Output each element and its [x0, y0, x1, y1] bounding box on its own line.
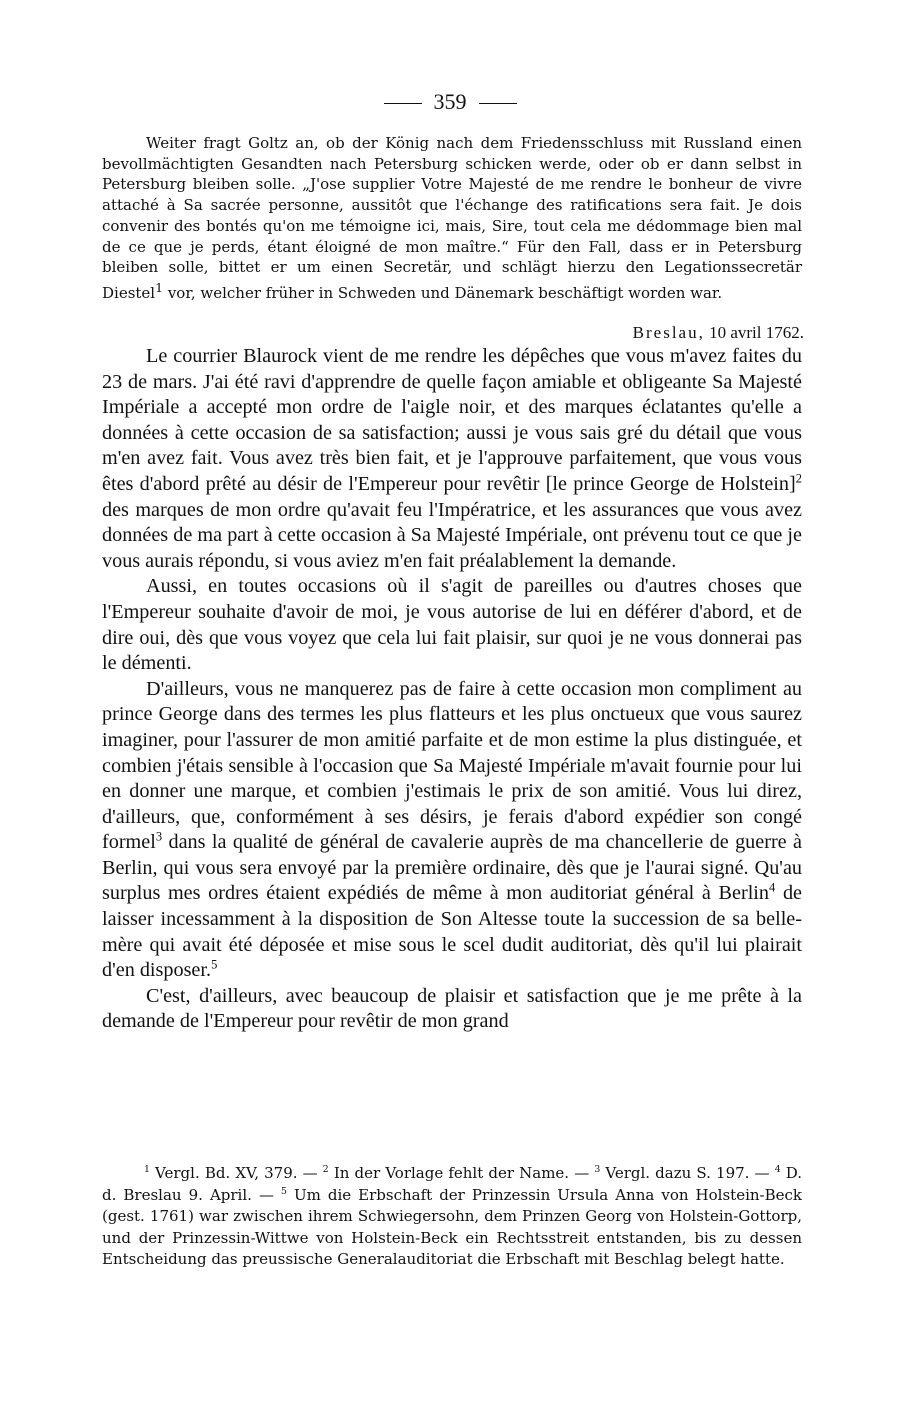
footnote-block — [102, 1163, 802, 1271]
footnote-text-1: Vergl. Bd. XV, 379. — — [149, 1164, 323, 1182]
letter-paragraph-2: Aussi, en toutes occasions où il s'agit de pareilles ou d'autres choses que l'Empereur souhaite d'avoir de moi, je vous autorise de lui en déférer d'abord, et de dire oui, dès que vous voyez que cela lui fait plaisir, sur quoi je ne vous donnerai pas le démenti. — [102, 575, 802, 675]
letter-paragraph-1 — [102, 344, 802, 574]
page-number — [0, 88, 900, 116]
footnote-text-2: In der Vorlage fehlt der Name. — — [328, 1164, 595, 1182]
letter-dateline — [633, 322, 804, 344]
page-number-value: 359 — [433, 89, 467, 114]
footnote-ref-3: 3 — [155, 829, 163, 844]
footnotes — [102, 1163, 802, 1271]
footnote-number-5: 5 — [281, 1185, 287, 1197]
footnote-ref-4: 4 — [769, 880, 776, 895]
footnote-number-2: 2 — [322, 1164, 329, 1175]
footnote-number-4: 4 — [774, 1164, 781, 1175]
footnote-ref-1: 1 — [155, 279, 164, 295]
paragraph-3-text-c: de laisser incessamment à la disposition de Son Altesse toute la succession de sa belle-mère qui avait été déposée et mise sous le scel dudit auditoriat, dès qu'il lui plairait d'en disposer. — [102, 882, 802, 982]
footnote-text-3: Vergl. dazu S. 197. — — [600, 1164, 775, 1182]
paragraph-3-text-b: dans la qualité de général de cavalerie auprès de ma chancellerie de guerre à Berlin, qui vous sera envoyé par la première ordinaire, dès que je l'aurai signé. Qu'au surplus mes ordres étaient expédiés de même à mon auditoriat général à Berlin — [102, 831, 802, 905]
paragraph-3-text-a: D'ailleurs, vous ne manquerez pas de faire à cette occasion mon compliment au prince George dans des termes les plus flatteurs et les plus onctueux que vous saurez imaginer, pour l'assurer de mon amitié parfaite et de mon estime la plus distinguée, et combien j'étais sensible à l'occasion que Sa Majesté Impériale m'avait fournie pour lui en donner une marque, et combien j'estimais le prix de son amitié. Vous lui direz, d'ailleurs, que, conformément à ses désirs, je ferais d'abord expédier son congé formel — [102, 677, 802, 854]
page-number-right-rule — [479, 103, 517, 104]
letter-body — [102, 344, 802, 1035]
summary-text-after: vor, welcher früher in Schweden und Dänemark beschäftigt worden war. — [163, 283, 723, 302]
footnote-ref-2: 2 — [795, 471, 802, 486]
footnote-ref-5: 5 — [211, 957, 218, 972]
page-number-left-rule — [384, 103, 422, 104]
dateline-date: 10 avril 1762. — [709, 323, 804, 342]
footnote-text-5: Um die Erbschaft der Prinzessin Ursula Anna von Holstein-Beck (gest. 1761) war zwischen ihrem Schwiegersohn, dem Prinzen Georg von Holstein-Gottorp, und der Prinzessin-Wittwe von Holstein-Beck ein Rechtsstreit entstanden, bis zu dessen Entscheidung das preussische Generalauditoriat die Erbschaft mit Beschlag belegt hatte. — [102, 1185, 802, 1269]
german-summary — [102, 133, 802, 304]
summary-text: Weiter fragt Goltz an, ob der König nach dem Friedensschluss mit Russland einen bevollmächtigten Gesandten nach Petersburg schicken werde, oder ob er dann selbst in Petersburg bleiben solle. „J'ose supplier Votre Majesté de me rendre le bonheur de vivre attaché à Sa sacrée personne, aussitôt que l'échange des ratifications sera fait. Je dois convenir des bontés qu'on me témoigne ici, mais, Sire, tout cela me dédommage bien mal de ce que je perds, étant éloigné de mon maître.“ Für den Fall, dass er in Petersburg bleiben solle, bittet er um einen Secretär, und schlägt hierzu den Legationssecretär Diestel — [102, 134, 802, 302]
dateline-place: Breslau, — [632, 323, 705, 342]
footnote-number-1: 1 — [144, 1164, 150, 1175]
paragraph-1-text-a: Le courrier Blaurock vient de me rendre les dépêches que vous m'avez faites du 23 de mars. J'ai été ravi d'apprendre de quelle façon amiable et obligeante Sa Majesté Impériale a accepté mon ordre de l'aigle noir, et des marques éclatantes qu'elle a données à cette occasion de sa satisfaction; aussi je vous sais gré du détail que vous m'en avez fait. Vous avez très bien fait, et je l'approuve parfaitement, que vous vous êtes d'abord prêté au désir de l'Empereur pour revêtir [le prince George de Holstein] — [102, 345, 802, 495]
footnote-text-4: D. d. Breslau 9. April. — — [102, 1164, 802, 1204]
letter-paragraph-4: C'est, d'ailleurs, avec beaucoup de plaisir et satisfaction que je me prête à la demande de l'Empereur pour revêtir de mon grand — [102, 984, 802, 1033]
letter-paragraph-3 — [102, 677, 802, 984]
paragraph-1-text-b: des marques de mon ordre qu'avait feu l'Impératrice, et les assurances que vous avez données de ma part à cette occasion à Sa Majesté Impériale, ont prévenu tout ce que je vous aurais répondu, si vous aviez m'en fait préalablement la demande. — [102, 498, 802, 572]
footnote-number-3: 3 — [594, 1164, 601, 1175]
